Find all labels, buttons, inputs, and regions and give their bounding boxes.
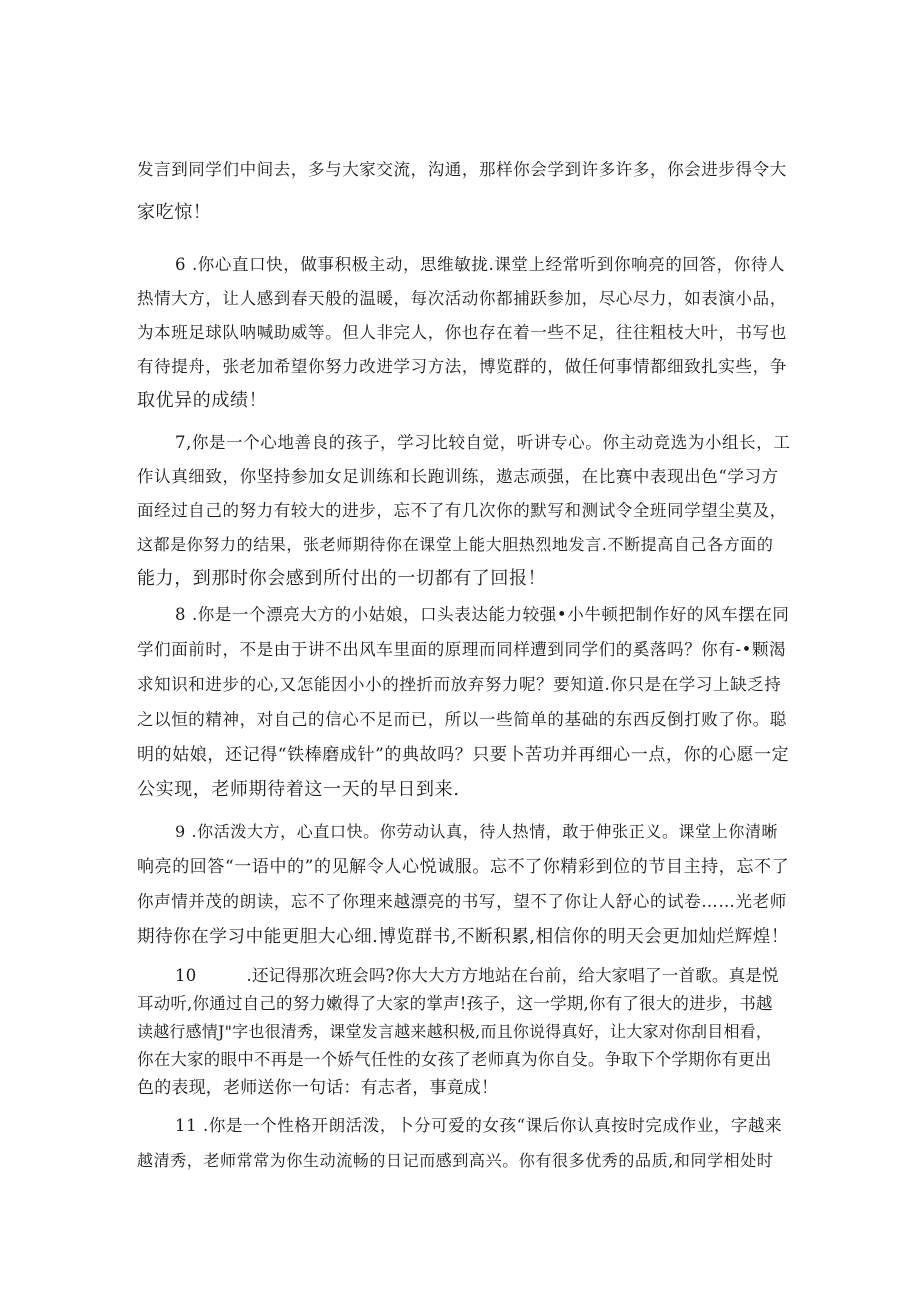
paragraph-line: 取优异的成绩！ [137,390,268,411]
paragraph-line: 期待你在学习中能更胆大心细.博览群书,不断积累,相信你的明天会更加灿烂辉煌！ [137,927,789,947]
paragraph-line: 能力，到那时你会感到所付出的一切都有了回报！ [137,568,547,589]
paragraph-line: 11 .你是一个性格开朗活泼，卜分可爱的女孩“课后你认真按时完成作业，字越来 [175,1116,783,1135]
paragraph-line: 你声情并茂的朗读，忘不了你理来越漂亮的书写，望不了你让人舒心的试卷……光老师 [137,892,787,911]
paragraph-line: 公实现，老师期待着这一天的早日到来. [137,779,460,800]
paragraph-line: 面经过自己的努力有较大的进步，忘不了有几次你的默写和测试令全班同学望尘莫及， [137,501,787,520]
paragraph-line: 7,你是一个心地善良的孩子，学习比较自觉，听讲专心。你主动竞选为小组长，工 [175,433,791,452]
paragraph-line: 学们面前时，不是由于讲不出风车里面的原理而同样遭到同学们的奚落吗？你有-•颗渴 [137,640,787,659]
paragraph-line: 10 .还记得那次班会吗?你大大方方地站在台前，给大家唱了一首歌。真是悦 [175,966,779,985]
intro-line: 家吃惊！ [137,202,212,223]
paragraph-line: 之以恒的精神，对自己的信心不足而已，所以一些简单的基础的东西反倒打败了你。聪 [137,710,787,729]
paragraph-line: 读越行感情J"字也很清秀，课堂发言越来越积极,而且你说得真好，让大家对你刮目相看， [137,1022,773,1041]
paragraph-line: 响亮的回答“一语中的”的见解令人心悦诚服。忘不了你精彩到位的节目主持，忘不了 [137,857,790,877]
paragraph-line: 有待提舟，张老加希望你努力改进学习方法，博览群的，做任何事情都细致扎实些，争 [137,357,787,376]
paragraph-line: 这都是你努力的结果，张老师期待你在课堂上能大胆热烈地发言.不断提高自己各方面的 [137,535,774,554]
paragraph-line: 求知识和进步的心,又怎能因小小的挫折而放弃努力呢？要知道.你只是在学习上缺乏持 [137,675,782,694]
paragraph-line: 8 .你是一个漂亮大方的小姑娘，口头表达能力较强•小牛顿把制作好的风车摆在同 [175,605,790,624]
paragraph-line: 6 .你心直口快，做事积极主动，思维敏拢.课堂上经常听到你响亮的回答，你待人 [175,255,786,274]
paragraph-line: 耳动听,你通过自己的努力嫩得了大家的掌声!孩子，这一学期,你有了很大的进步，书越 [137,994,773,1013]
paragraph-line: 为本班足球队呐喊助威等。但人非完人，你也存在着一些不足，往往粗枝大叶，书写也 [137,323,787,342]
paragraph-line: 明的姑娘，还记得“铁棒磨成针”的典故吗？只要卜苦功并再细心一点，你的心愿一定 [137,745,790,765]
paragraph-line: 你在大家的眼中不再是一个娇气任性的女孩了老师真为你自殳。争取下个学期你有更出 [137,1050,772,1069]
paragraph-line: 作认真细致，你坚持参加女足训练和长跑训练，遨志顽强，在比赛中表现出色“学习方 [137,467,779,486]
intro-line: 发言到同学们中间去，多与大家交流，沟通，那样你会学到许多许多，你会进步得令大 [137,160,787,179]
paragraph-line: 色的表现，老师送你一句话：有志者，事竟成！ [137,1078,499,1098]
paragraph-line: 越清秀，老师常常为你生动流畅的日记而感到高兴。你有很多优秀的品质,和同学相处时 [137,1151,774,1170]
paragraph-line: 9 .你活泼大方，心直口快。你劳动认真，待人热情，敢于伸张正义。课堂上你清晰 [175,822,779,841]
paragraph-line: 热情大方，让人感到春天般的温暖，每次活动你都捕跃参加，尽心尽力，如表演小品， [137,289,787,308]
